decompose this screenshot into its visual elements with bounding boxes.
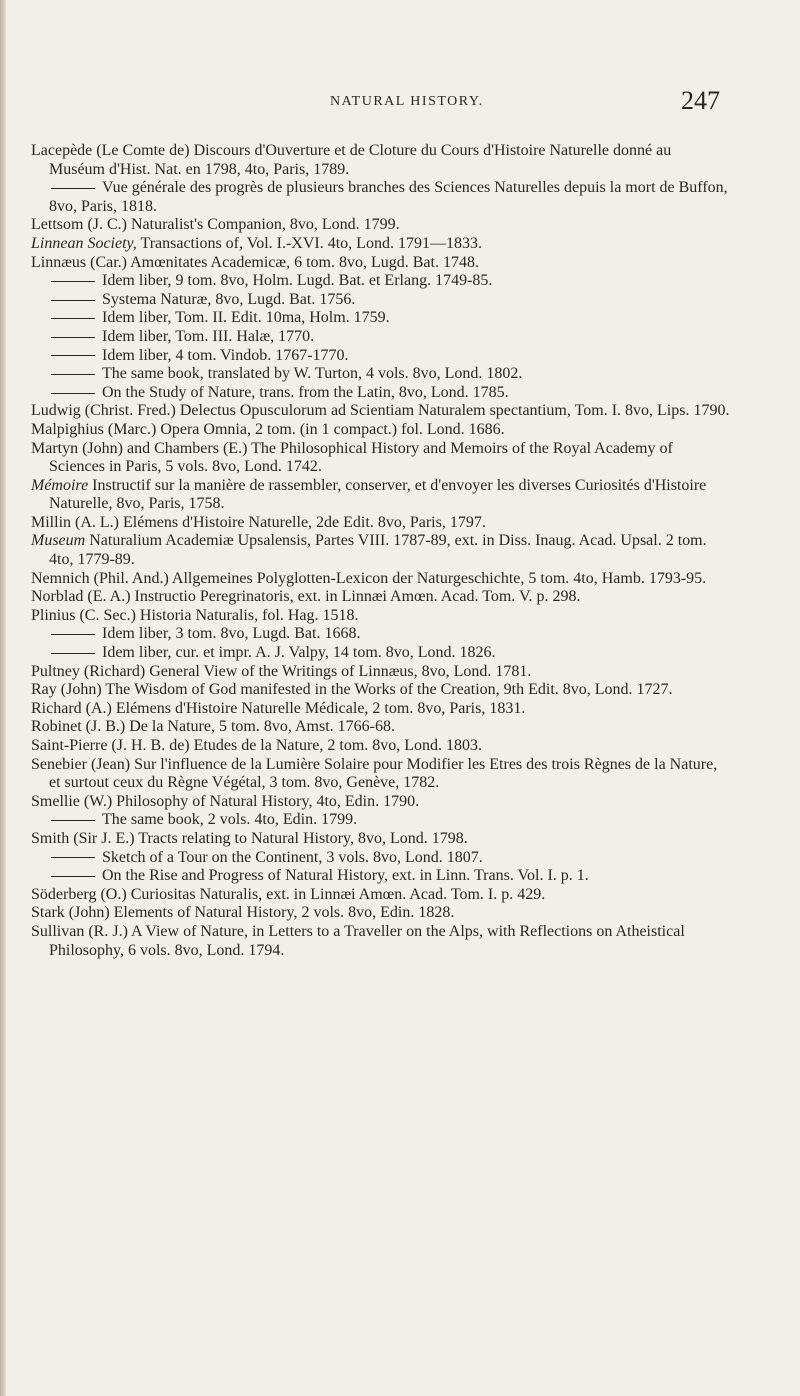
entry-text: Transactions of, Vol. I.-XVI. 4to, Lond. 1791—1833. [136, 234, 482, 252]
ditto-dash [51, 188, 95, 189]
ditto-dash [51, 634, 95, 635]
bibliography-entry [31, 291, 731, 310]
ditto-dash [51, 374, 95, 375]
bibliography-entry [31, 142, 731, 179]
ditto-dash [51, 876, 95, 877]
entry-author: Norblad (E. A.) [31, 588, 131, 606]
bibliography-entry [31, 644, 731, 663]
entry-text: Idem liber, 4 tom. Vindob. 1767-1770. [102, 346, 349, 364]
entry-author: Mémoire [31, 476, 89, 494]
page-number: 247 [681, 86, 720, 115]
bibliography-entry [31, 514, 731, 533]
entry-author: Lacepède (Le Comte de) [31, 142, 190, 159]
ditto-dash [51, 337, 95, 338]
entry-text: Naturalium Academiæ Upsalensis, Partes VIII. 1787-89, ext. in Diss. Inaug. Acad. Upsal. 2 tom. 4to, 1779-89. [49, 532, 707, 569]
entry-author: Richard (A.) [31, 699, 112, 717]
entry-text: Elémens d'Histoire Naturelle, 2de Edit. 8vo, Paris, 1797. [119, 513, 486, 531]
bibliography-entry [31, 440, 731, 477]
entry-text: Instructif sur la manière de rassembler, conserver, et d'envoyer les diverses Curiosités d'Histoire Naturelle, 8vo, Paris, 1758. [49, 476, 707, 513]
entry-text: Amœnitates Academicæ, 6 tom. 8vo, Lugd. Bat. 1748. [127, 253, 479, 271]
entry-author: Linnean Society, [31, 234, 137, 252]
ditto-dash [51, 300, 95, 301]
bibliography-entry [31, 588, 731, 607]
bibliography-entry [31, 663, 731, 682]
entry-author: Sullivan (R. J.) [31, 922, 128, 940]
entry-text: Systema Naturæ, 8vo, Lugd. Bat. 1756. [102, 290, 356, 308]
ditto-dash [51, 355, 95, 356]
entry-text: On the Study of Nature, trans. from the Latin, 8vo, Lond. 1785. [102, 383, 509, 401]
entry-text: and Chambers (E.) The Philosophical History and Memoirs of the Royal Academy of Sciences in Paris, 5 vols. 8vo, Lond. 1742. [49, 439, 673, 476]
bibliography-entry [31, 402, 731, 421]
bibliography-entry [31, 718, 731, 737]
entry-text: Curiositas Naturalis, ext. in Linnæi Amœn. Acad. Tom. I. p. 429. [126, 885, 546, 903]
ditto-dash [51, 393, 95, 394]
bibliography-entry [31, 570, 731, 589]
entry-author: Millin (A. L.) [31, 513, 119, 531]
entry-text: Idem liber, Tom. III. Halæ, 1770. [102, 327, 315, 345]
entry-author: Ludwig (Christ. Fred.) [31, 402, 176, 420]
bibliography-list [31, 142, 731, 960]
entry-text: The same book, 2 vols. 4to, Edin. 1799. [102, 811, 358, 829]
entry-text: Idem liber, Tom. II. Edit. 10ma, Holm. 1759. [102, 309, 390, 327]
entry-author: Lettsom (J. C.) [31, 216, 127, 234]
entry-text: Tracts relating to Natural History, 8vo, Lond. 1798. [134, 829, 468, 847]
page-header [0, 86, 720, 124]
bibliography-entry [31, 849, 731, 868]
bibliography-entry [31, 867, 731, 886]
bibliography-entry [31, 216, 731, 235]
entry-author: Pultney (Richard) [31, 662, 146, 680]
entry-author: Nemnich (Phil. And.) [31, 569, 169, 587]
entry-text: Delectus Opusculorum ad Scientiam Naturalem spectantium, Tom. I. 8vo, Lips. 1790. [175, 402, 730, 420]
entry-text: On the Rise and Progress of Natural History, ext. in Linn. Trans. Vol. I. p. 1. [102, 867, 589, 885]
entry-text: Instructio Peregrinatoris, ext. in Linnæi Amœn. Acad. Tom. V. p. 298. [130, 588, 581, 606]
bibliography-entry [31, 477, 731, 514]
bibliography-entry [31, 811, 731, 830]
bibliography-entry [31, 700, 731, 719]
entry-author: Museum [31, 532, 86, 550]
entry-author: Saint-Pierre (J. H. B. de) [31, 737, 190, 754]
ditto-dash [51, 281, 95, 282]
entry-text: The Wisdom of God manifested in the Works of the Creation, 9th Edit. 8vo, Lond. 1727. [101, 681, 673, 699]
bibliography-entry [31, 607, 731, 626]
entry-text: Etudes de la Nature, 2 tom. 8vo, Lond. 1803. [189, 737, 483, 754]
entry-text: De la Nature, 5 tom. 8vo, Amst. 1766-68. [125, 718, 395, 736]
entry-text: Idem liber, 3 tom. 8vo, Lugd. Bat. 1668. [102, 625, 361, 643]
entry-author: Plinius (C. Sec.) [31, 606, 136, 624]
entry-text: Sketch of a Tour on the Continent, 3 vols. 8vo, Lond. 1807. [102, 848, 483, 866]
entry-text: Allgemeines Polyglotten-Lexicon der Naturgeschichte, 5 tom. 4to, Hamb. 1793-95. [168, 569, 707, 587]
bibliography-entry [31, 365, 731, 384]
entry-text: Opera Omnia, 2 tom. (in 1 compact.) fol. Lond. 1686. [156, 420, 505, 438]
ditto-dash [51, 820, 95, 821]
bibliography-entry [31, 532, 731, 569]
entry-author: Martyn (John) [31, 439, 123, 457]
bibliography-entry [31, 309, 731, 328]
entry-text: Philosophy of Natural History, 4to, Edin. 1790. [112, 792, 420, 810]
bibliography-entry [31, 272, 731, 291]
entry-text: Idem liber, cur. et impr. A. J. Valpy, 14 tom. 8vo, Lond. 1826. [102, 644, 496, 662]
bibliography-entry [31, 384, 731, 403]
bibliography-entry [31, 421, 731, 440]
entry-text: Vue générale des progrès de plusieurs branches des Sciences Naturelles depuis la mort de Buffon, 8vo, Paris, 1818. [49, 179, 728, 215]
entry-text: The same book, translated by W. Turton, 4 vols. 8vo, Lond. 1802. [102, 365, 523, 383]
bibliography-entry [31, 328, 731, 347]
entry-author: Senebier (Jean) [31, 755, 131, 773]
entry-text: Naturalist's Companion, 8vo, Lond. 1799. [127, 216, 400, 234]
ditto-dash [51, 653, 95, 654]
entry-author: Malpighius (Marc.) [31, 420, 157, 438]
entry-author: Smith (Sir J. E.) [31, 829, 135, 847]
bibliography-entry [31, 830, 731, 849]
ditto-dash [51, 857, 95, 858]
entry-text: Sur l'influence de la Lumière Solaire pour Modifier les Etres des trois Règnes de la Nature, et surtout ceux du Règne Végétal, 3 tom. 8vo, Genève, 1782. [49, 755, 718, 792]
page-edge-shadow [0, 0, 6, 1396]
entry-author: Linnæus (Car.) [31, 253, 127, 271]
entry-text: Elements of Natural History, 2 vols. 8vo, Edin. 1828. [109, 904, 455, 922]
entry-text: Idem liber, 9 tom. 8vo, Holm. Lugd. Bat. et Erlang. 1749-85. [102, 272, 493, 290]
bibliography-entry [31, 886, 731, 905]
bibliography-entry [31, 756, 731, 793]
bibliography-entry [31, 793, 731, 812]
entry-author: Söderberg (O.) [31, 885, 127, 903]
bibliography-entry [31, 179, 731, 216]
entry-author: Ray (John) [31, 681, 102, 699]
running-title: NATURAL HISTORY. [330, 94, 484, 109]
bibliography-entry [31, 923, 731, 960]
entry-text: Discours d'Ouverture et de Cloture du Cours d'Histoire Naturelle donné au Muséum d'Hist. Nat. en 1798, 4to, Paris, 1789. [49, 142, 672, 178]
entry-text: General View of the Writings of Linnæus, 8vo, Lond. 1781. [145, 662, 532, 680]
bibliography-entry [31, 254, 731, 273]
entry-text: Historia Naturalis, fol. Hag. 1518. [135, 606, 359, 624]
bibliography-entry [31, 625, 731, 644]
bibliography-entry [31, 737, 731, 756]
ditto-dash [51, 318, 95, 319]
bibliography-entry [31, 681, 731, 700]
bibliography-entry [31, 235, 731, 254]
entry-author: Smellie (W.) [31, 792, 113, 810]
bibliography-entry [31, 347, 731, 366]
entry-author: Stark (John) [31, 904, 110, 922]
entry-author: Robinet (J. B.) [31, 718, 126, 736]
entry-text: A View of Nature, in Letters to a Traveller on the Alps, with Reflections on Atheistical Philosophy, 6 vols. 8vo, Lond. 1794. [49, 922, 685, 959]
entry-text: Elémens d'Histoire Naturelle Médicale, 2 tom. 8vo, Paris, 1831. [111, 699, 526, 717]
bibliography-entry [31, 904, 731, 923]
